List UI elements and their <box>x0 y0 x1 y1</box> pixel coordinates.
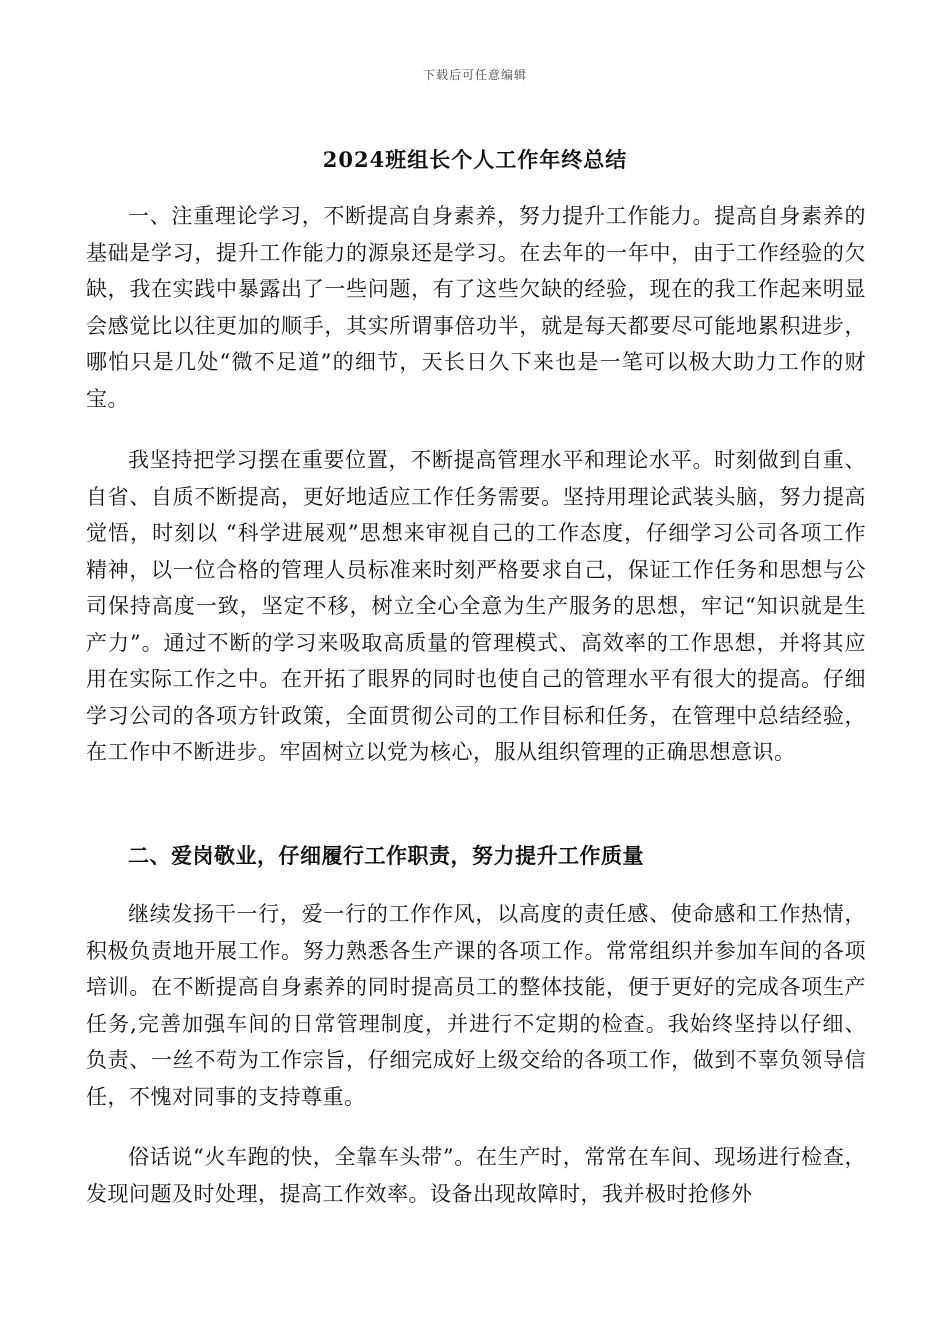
paragraph-1: 一、注重理论学习，不断提高自身素养，努力提升工作能力。提高自身素养的基础是学习，提升工作能力的源泉还是学习。在去年的一年中，由于工作经验的欠缺，我在实践中暴露出了一些问题，有了这些欠缺的经验，现在的我工作起来明显会感觉比以往更加的顺手，其实所谓事倍功半，就是每天都要尽可能地累积进步，哪怕只是几处“微不足道”的细节，天长日久下来也是一笔可以极大助力工作的财宝。 <box>86 204 866 411</box>
document-title: 2024班组长个人工作年终总结 <box>322 147 628 172</box>
paragraph-4: 俗话说“火车跑的快，全靠车头带”。在生产时，常常在车间、现场进行检查，发现问题及时处理，提高工作效率。设备出现故障时，我并极时抢修外 <box>86 1145 866 1206</box>
paragraph-3: 继续发扬干一行，爱一行的工作作风，以高度的责任感、使命感和工作热情，积极负责地开展工作。努力熟悉各生产课的各项工作。常常组织并参加车间的各项培训。在不断提高自身素养的同时提高员工的整体技能，便于更好的完成各项生产任务,完善加强车间的日常管理制度，并进行不定期的检查。我始终坚持以仔细、负责、一丝不苟为工作宗旨，仔细完成好上级交给的各项工作，做到不辜负领导信任，不愧对同事的支持尊重。 <box>86 902 866 1109</box>
section-2-heading: 二、爱岗敬业，仔细履行工作职责，努力提升工作质量 <box>128 843 644 868</box>
paragraph-2: 我坚持把学习摆在重要位置，不断提高管理水平和理论水平。时刻做到自重、自省、自质不断提高，更好地适应工作任务需要。坚持用理论武装头脑，努力提高觉悟，时刻以 “科学进展观”思想来审视自己的工作态度，仔细学习公司各项工作精神，以一位合格的管理人员标准来时刻严格要求自己，保证工作任务和思想与公司保持高度一致，坚定不移，树立全心全意为生产服务的思想，牢记“知识就是生产力”。通过不断的学习来吸取高质量的管理模式、高效率的工作思想，并将其应用在实际工作之中。在开拓了眼界的同时也使自己的管理水平有很大的提高。仔细学习公司的各项方针政策，全面贯彻公司的工作目标和任务，在管理中总结经验，在工作中不断进步。牢固树立以党为核心，服从组织管理的正确思想意识。 <box>86 448 866 764</box>
header-note: 下载后可任意编辑 <box>422 68 527 82</box>
